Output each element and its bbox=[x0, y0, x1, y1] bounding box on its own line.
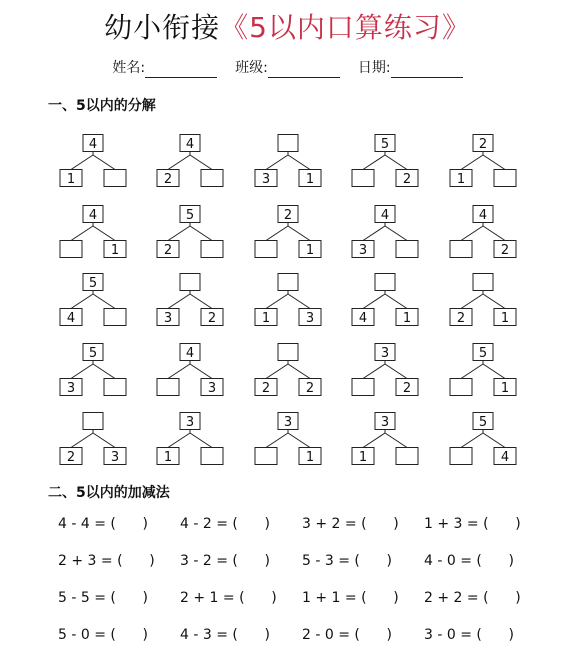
right-branch-line bbox=[190, 155, 212, 170]
right-number-box[interactable] bbox=[494, 170, 516, 187]
number-bond-svg bbox=[57, 273, 129, 327]
right-branch-line bbox=[483, 433, 505, 448]
number-bond-svg bbox=[447, 343, 519, 397]
number-bond-tree bbox=[57, 343, 129, 401]
arithmetic-problem[interactable]: 3 + 2 = ( ) bbox=[302, 516, 399, 532]
top-number: 4 bbox=[88, 137, 98, 152]
arithmetic-problem[interactable]: 3 - 2 = ( ) bbox=[180, 553, 271, 569]
right-branch-line bbox=[288, 294, 310, 309]
class-label: 班级: bbox=[235, 60, 268, 76]
left-number: 2 bbox=[456, 311, 466, 326]
number-bond-svg bbox=[154, 412, 226, 466]
number-bond-tree bbox=[349, 134, 421, 192]
top-number: 2 bbox=[283, 208, 293, 223]
number-bond-tree bbox=[447, 205, 519, 263]
date-blank-line[interactable] bbox=[391, 61, 463, 78]
right-branch-line bbox=[483, 364, 505, 379]
left-number: 1 bbox=[358, 450, 368, 465]
arithmetic-problem[interactable]: 2 + 1 = ( ) bbox=[180, 590, 277, 606]
number-bond-svg bbox=[349, 343, 421, 397]
number-bond-svg bbox=[57, 412, 129, 466]
left-branch-line bbox=[266, 155, 288, 170]
right-number-box[interactable] bbox=[396, 241, 418, 258]
top-number: 2 bbox=[478, 137, 488, 152]
arithmetic-problem[interactable]: 5 - 5 = ( ) bbox=[58, 590, 149, 606]
top-number-box[interactable] bbox=[375, 274, 395, 291]
left-branch-line bbox=[266, 294, 288, 309]
left-branch-line bbox=[266, 226, 288, 241]
right-number: 1 bbox=[500, 381, 510, 396]
number-bond-tree bbox=[57, 134, 129, 192]
right-number-box[interactable] bbox=[201, 241, 223, 258]
number-bond-svg bbox=[447, 205, 519, 259]
left-number-box[interactable] bbox=[352, 170, 374, 187]
number-bond-svg bbox=[349, 134, 421, 188]
right-branch-line bbox=[483, 294, 505, 309]
left-branch-line bbox=[363, 226, 385, 241]
left-branch-line bbox=[168, 433, 190, 448]
top-number: 5 bbox=[478, 415, 488, 430]
arithmetic-problem[interactable]: 4 - 0 = ( ) bbox=[424, 553, 515, 569]
number-bond-tree bbox=[349, 412, 421, 470]
arithmetic-problem[interactable]: 1 + 1 = ( ) bbox=[302, 590, 399, 606]
name-label: 姓名: bbox=[112, 60, 146, 76]
left-number: 3 bbox=[66, 381, 76, 396]
right-number: 2 bbox=[402, 381, 412, 396]
number-bond-svg bbox=[349, 412, 421, 466]
left-number: 2 bbox=[66, 450, 76, 465]
right-branch-line bbox=[288, 226, 310, 241]
right-branch-line bbox=[93, 364, 115, 379]
number-bond-tree bbox=[447, 343, 519, 401]
number-bond-svg bbox=[154, 343, 226, 397]
left-branch-line bbox=[266, 364, 288, 379]
number-bond-tree bbox=[154, 273, 226, 331]
right-branch-line bbox=[483, 155, 505, 170]
left-branch-line bbox=[461, 294, 483, 309]
number-bond-svg bbox=[447, 412, 519, 466]
number-bond-tree bbox=[154, 343, 226, 401]
title-main: 《5以内口算练习》 bbox=[220, 11, 471, 44]
left-number-box[interactable] bbox=[450, 448, 472, 465]
right-branch-line bbox=[93, 226, 115, 241]
number-bond-svg bbox=[349, 273, 421, 327]
left-number: 4 bbox=[358, 311, 368, 326]
number-bond-svg bbox=[349, 205, 421, 259]
left-branch-line bbox=[168, 294, 190, 309]
top-number: 5 bbox=[88, 346, 98, 361]
left-branch-line bbox=[71, 155, 93, 170]
number-bond-tree bbox=[447, 134, 519, 192]
number-bond-svg bbox=[252, 273, 324, 327]
top-number: 3 bbox=[380, 415, 390, 430]
left-branch-line bbox=[168, 226, 190, 241]
right-branch-line bbox=[385, 433, 407, 448]
page-title bbox=[0, 8, 575, 48]
right-number: 2 bbox=[402, 172, 412, 187]
right-branch-line bbox=[385, 364, 407, 379]
number-bond-tree bbox=[57, 273, 129, 331]
left-number-box[interactable] bbox=[157, 379, 179, 396]
number-bond-tree bbox=[447, 273, 519, 331]
right-number: 1 bbox=[110, 243, 120, 258]
right-branch-line bbox=[385, 226, 407, 241]
left-branch-line bbox=[461, 226, 483, 241]
arithmetic-problem[interactable]: 1 + 3 = ( ) bbox=[424, 516, 521, 532]
left-number: 2 bbox=[261, 381, 271, 396]
number-bond-tree bbox=[349, 205, 421, 263]
left-branch-line bbox=[266, 433, 288, 448]
number-bond-svg bbox=[252, 412, 324, 466]
arithmetic-problem[interactable]: 3 - 0 = ( ) bbox=[424, 627, 515, 643]
date-label: 日期: bbox=[357, 60, 391, 76]
number-bond-tree bbox=[154, 412, 226, 470]
right-number: 1 bbox=[305, 450, 315, 465]
left-branch-line bbox=[363, 433, 385, 448]
left-number-box[interactable] bbox=[450, 241, 472, 258]
left-number: 3 bbox=[358, 243, 368, 258]
number-bond-tree bbox=[57, 412, 129, 470]
right-number: 4 bbox=[500, 450, 510, 465]
top-number-box[interactable] bbox=[278, 274, 298, 291]
left-branch-line bbox=[461, 155, 483, 170]
title-prefix: 幼小衔接 bbox=[104, 11, 221, 44]
right-number-box[interactable] bbox=[396, 448, 418, 465]
right-branch-line bbox=[190, 294, 212, 309]
left-number-box[interactable] bbox=[255, 241, 277, 258]
number-bond-svg bbox=[447, 273, 519, 327]
right-number-box[interactable] bbox=[201, 448, 223, 465]
right-branch-line bbox=[190, 364, 212, 379]
left-number: 1 bbox=[163, 450, 173, 465]
right-number: 3 bbox=[110, 450, 120, 465]
number-bond-svg bbox=[154, 273, 226, 327]
right-branch-line bbox=[93, 155, 115, 170]
left-branch-line bbox=[168, 364, 190, 379]
number-bond-tree bbox=[252, 273, 324, 331]
arithmetic-problem[interactable]: 5 - 0 = ( ) bbox=[58, 627, 149, 643]
top-number-box[interactable] bbox=[278, 344, 298, 361]
right-number: 1 bbox=[500, 311, 510, 326]
right-branch-line bbox=[190, 433, 212, 448]
left-number-box[interactable] bbox=[255, 448, 277, 465]
class-field[interactable] bbox=[235, 58, 340, 78]
number-bond-tree bbox=[252, 205, 324, 263]
left-branch-line bbox=[461, 364, 483, 379]
right-number-box[interactable] bbox=[104, 379, 126, 396]
top-number: 5 bbox=[380, 137, 390, 152]
left-number: 3 bbox=[163, 311, 173, 326]
right-branch-line bbox=[288, 155, 310, 170]
right-branch-line bbox=[288, 433, 310, 448]
right-branch-line bbox=[190, 226, 212, 241]
left-branch-line bbox=[71, 294, 93, 309]
arithmetic-problem[interactable]: 2 - 0 = ( ) bbox=[302, 627, 393, 643]
left-number-box[interactable] bbox=[450, 379, 472, 396]
top-number: 4 bbox=[88, 208, 98, 223]
right-number: 2 bbox=[207, 311, 217, 326]
right-branch-line bbox=[385, 155, 407, 170]
right-number: 1 bbox=[305, 172, 315, 187]
number-bond-tree bbox=[252, 412, 324, 470]
number-bond-svg bbox=[252, 343, 324, 397]
top-number: 5 bbox=[478, 346, 488, 361]
number-bond-svg bbox=[252, 205, 324, 259]
number-bond-tree bbox=[349, 343, 421, 401]
number-bond-tree bbox=[447, 412, 519, 470]
name-field[interactable] bbox=[112, 58, 217, 78]
arithmetic-problem[interactable]: 4 - 3 = ( ) bbox=[180, 627, 271, 643]
left-number: 4 bbox=[66, 311, 76, 326]
left-number-box[interactable] bbox=[60, 241, 82, 258]
top-number: 4 bbox=[478, 208, 488, 223]
left-branch-line bbox=[461, 433, 483, 448]
name-blank-line[interactable] bbox=[145, 61, 217, 78]
top-number: 3 bbox=[380, 346, 390, 361]
arithmetic-problem[interactable]: 4 - 4 = ( ) bbox=[58, 516, 149, 532]
right-branch-line bbox=[288, 364, 310, 379]
number-bond-svg bbox=[154, 205, 226, 259]
section-decomposition-title: 一、5以内的分解 bbox=[48, 98, 156, 114]
top-number: 3 bbox=[185, 415, 195, 430]
arithmetic-problem[interactable]: 4 - 2 = ( ) bbox=[180, 516, 271, 532]
left-branch-line bbox=[71, 226, 93, 241]
left-number: 3 bbox=[261, 172, 271, 187]
top-number: 4 bbox=[185, 137, 195, 152]
right-number-box[interactable] bbox=[104, 170, 126, 187]
student-info-row bbox=[0, 58, 575, 78]
number-bond-svg bbox=[154, 134, 226, 188]
left-number: 1 bbox=[66, 172, 76, 187]
number-bond-svg bbox=[57, 343, 129, 397]
top-number: 5 bbox=[185, 208, 195, 223]
number-bond-svg bbox=[57, 134, 129, 188]
right-number: 1 bbox=[305, 243, 315, 258]
top-number-box[interactable] bbox=[473, 274, 493, 291]
right-number: 2 bbox=[305, 381, 315, 396]
top-number: 5 bbox=[88, 276, 98, 291]
arithmetic-problem[interactable]: 2 + 3 = ( ) bbox=[58, 553, 155, 569]
left-number: 1 bbox=[456, 172, 466, 187]
right-number: 1 bbox=[402, 311, 412, 326]
date-field[interactable] bbox=[358, 58, 463, 78]
left-number: 1 bbox=[261, 311, 271, 326]
top-number-box[interactable] bbox=[278, 135, 298, 152]
left-branch-line bbox=[71, 364, 93, 379]
number-bond-tree bbox=[57, 205, 129, 263]
right-branch-line bbox=[483, 226, 505, 241]
number-bond-tree bbox=[252, 134, 324, 192]
left-number: 2 bbox=[163, 243, 173, 258]
number-bond-tree bbox=[349, 273, 421, 331]
arithmetic-problems bbox=[58, 514, 558, 662]
top-number: 4 bbox=[185, 346, 195, 361]
arithmetic-problem[interactable]: 2 + 2 = ( ) bbox=[424, 590, 521, 606]
number-bond-tree bbox=[154, 205, 226, 263]
right-number: 3 bbox=[305, 311, 315, 326]
section-arithmetic-title: 二、5以内的加减法 bbox=[48, 485, 170, 501]
arithmetic-problem[interactable]: 5 - 3 = ( ) bbox=[302, 553, 393, 569]
top-number: 3 bbox=[283, 415, 293, 430]
top-number-box[interactable] bbox=[180, 274, 200, 291]
left-number: 2 bbox=[163, 172, 173, 187]
number-bond-svg bbox=[57, 205, 129, 259]
top-number: 4 bbox=[380, 208, 390, 223]
left-branch-line bbox=[71, 433, 93, 448]
left-branch-line bbox=[363, 364, 385, 379]
number-bond-tree bbox=[154, 134, 226, 192]
class-blank-line[interactable] bbox=[268, 61, 340, 78]
right-number-box[interactable] bbox=[104, 309, 126, 326]
left-number-box[interactable] bbox=[352, 379, 374, 396]
top-number-box[interactable] bbox=[83, 413, 103, 430]
number-bond-svg bbox=[447, 134, 519, 188]
right-branch-line bbox=[93, 433, 115, 448]
number-bond-tree bbox=[252, 343, 324, 401]
left-branch-line bbox=[168, 155, 190, 170]
number-bond-svg bbox=[252, 134, 324, 188]
left-branch-line bbox=[363, 155, 385, 170]
right-number-box[interactable] bbox=[201, 170, 223, 187]
right-number: 2 bbox=[500, 243, 510, 258]
right-branch-line bbox=[385, 294, 407, 309]
right-number: 3 bbox=[207, 381, 217, 396]
left-branch-line bbox=[363, 294, 385, 309]
right-branch-line bbox=[93, 294, 115, 309]
